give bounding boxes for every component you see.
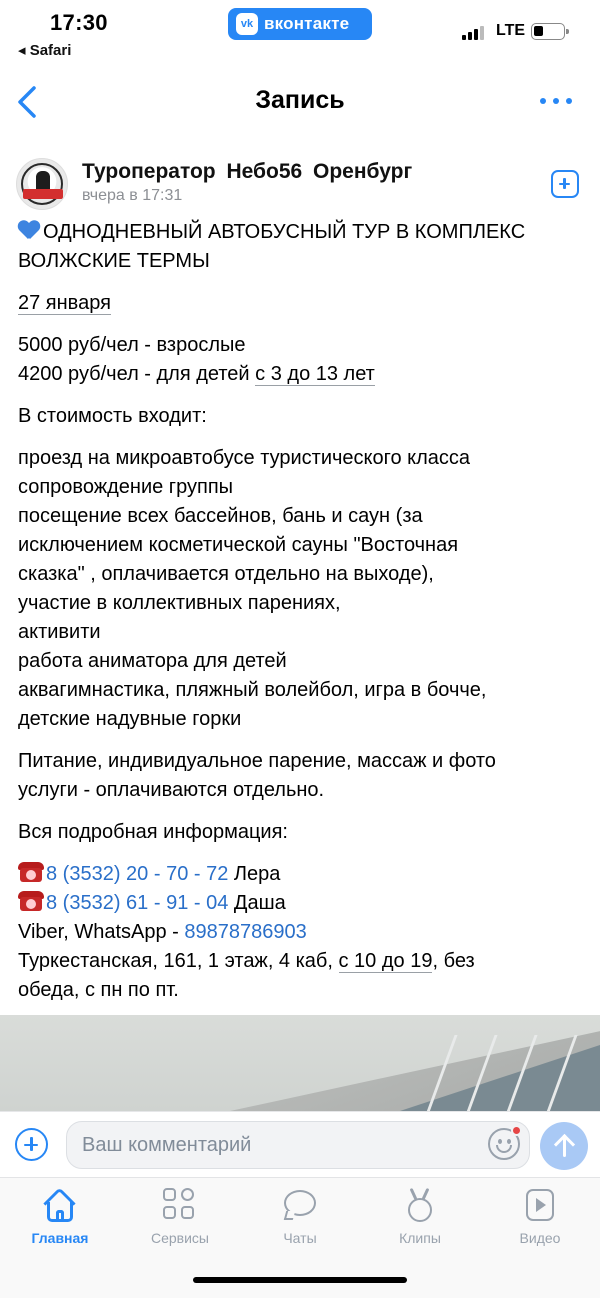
telephone-icon [18,890,44,912]
signal-icon [462,26,486,40]
included-heading: В стоимость входит: [18,405,207,427]
app-pill[interactable] [228,8,372,40]
tab-clips[interactable] [360,1186,480,1256]
contact-name: Даша [228,892,286,914]
telephone-icon [18,861,44,883]
price-adult: 5000 руб/чел - взрослые [18,334,246,356]
network-type: LTE [496,22,526,39]
included-item: работа аниматора для детей [18,650,287,672]
comment-bar [0,1111,600,1177]
chat-icon [280,1186,320,1224]
tour-date[interactable]: 27 января [18,292,111,314]
tab-services[interactable] [120,1186,240,1256]
tab-label: Сервисы [150,1230,209,1246]
tab-chats[interactable] [240,1186,360,1256]
contact-row [18,860,588,889]
more-horizontal-icon [540,98,546,104]
video-icon [520,1186,560,1224]
notification-dot [511,1125,522,1136]
page-title: Запись [255,86,345,114]
messenger-row: Viber, WhatsApp - 89878786903 [18,921,307,943]
included-item: проезд на микроавтобусе туристического класса [18,447,471,469]
post-title: ОДНОДНЕВНЫЙ АВТОБУСНЫЙ ТУР В КОМПЛЕКС ВОЛЖСКИЕ ТЕРМЫ [18,221,526,272]
included-item: сопровождение группы [18,476,234,498]
working-hours[interactable]: с 10 до 19 [338,950,433,972]
comment-field[interactable] [66,1121,530,1169]
send-button[interactable] [540,1122,588,1170]
included-item: участие в коллективных парениях, [18,592,341,614]
included-item: активити [18,621,101,643]
included-item: детские надувные горки [18,708,242,730]
tab-label: Клипы [399,1230,441,1246]
battery-icon [531,23,565,40]
included-item: аквагимнастика, пляжный волейбол, игра в бочче, [18,679,487,701]
attach-button[interactable] [15,1128,48,1161]
home-indicator[interactable] [193,1277,407,1283]
included-item: посещение всех бассейнов, бань и саун (за [18,505,423,527]
address-row: Туркестанская, 161, 1 этаж, 4 каб, с 10 до 19, без [18,950,475,972]
home-icon [40,1186,80,1224]
blue-heart-icon [18,221,40,241]
comment-input[interactable] [82,1134,472,1157]
tab-label: Чаты [283,1230,317,1246]
included-item: исключением косметической сауны "Восточная [18,534,459,556]
post-photo[interactable] [0,1015,600,1111]
tab-home[interactable] [0,1186,120,1256]
more-button[interactable] [540,98,572,108]
child-age-range[interactable]: с 3 до 13 лет [255,363,375,385]
contact-name: Лера [228,863,281,885]
included-item: сказка" , оплачивается отдельно на выходе), [18,563,434,585]
nav-header [0,72,600,136]
tab-video[interactable] [480,1186,600,1256]
extra-services: услуги - оплачиваются отдельно. [18,779,325,801]
address-row: обеда, с пн по пт. [18,979,179,1001]
post-time: вчера в 17:31 [82,187,183,204]
phone-link[interactable]: 8 (3532) 20 - 70 - 72 [46,863,229,885]
tab-label: Главная [31,1230,89,1246]
post-text [18,218,588,1018]
phone-link[interactable]: 8 (3532) 61 - 91 - 04 [46,892,229,914]
vk-logo-icon: vk [236,13,258,35]
avatar[interactable] [16,158,68,210]
back-to-safari-link[interactable]: ◂ Safari [18,42,72,59]
post-author[interactable]: Туроператор Небо56 Оренбург [82,160,413,183]
status-bar [0,0,600,66]
price-child: 4200 руб/чел - для детей с 3 до 13 лет [18,363,375,385]
subscribe-button[interactable] [551,170,579,198]
tab-label: Видео [519,1230,561,1246]
extra-services: Питание, индивидуальное парение, массаж и фото [18,750,496,772]
app-pill-label: вконтакте [264,14,350,33]
info-heading: Вся подробная информация: [18,821,288,843]
contact-row [18,889,588,918]
status-time: 17:30 [50,10,108,35]
clips-icon [400,1186,440,1224]
emoji-button[interactable] [488,1128,520,1160]
post-header [0,152,600,222]
services-icon [160,1186,200,1224]
messenger-phone-link[interactable]: 89878786903 [184,921,307,943]
